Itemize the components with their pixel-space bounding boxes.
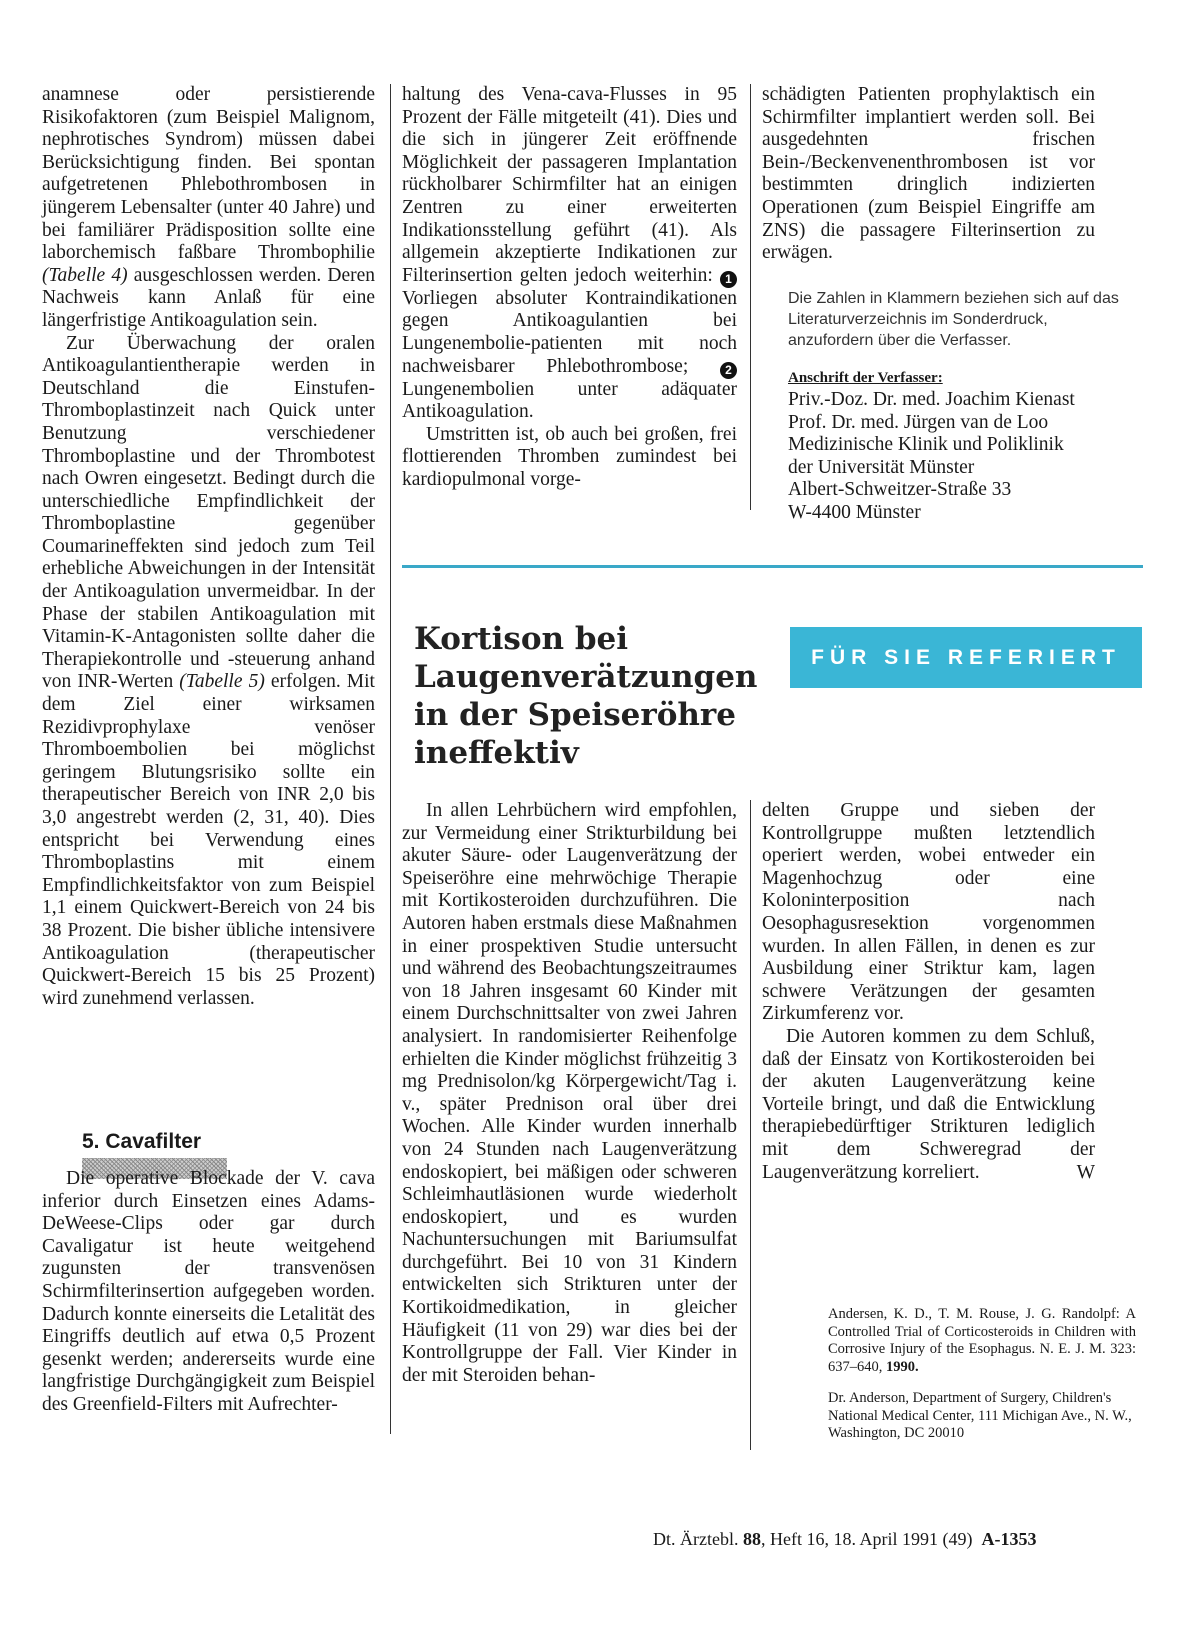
article-reference: Andersen, K. D., T. M. Rouse, J. G. Randolpf: A Controlled Trial of Corticosteroids in Children with Corrosive Injury of the Esophagus. N. E. J. M. 323: 637–640, 1990. <box>828 1306 1136 1375</box>
number-2-icon: 2 <box>720 362 737 379</box>
banner-label: FÜR SIE REFERIERT <box>811 645 1121 669</box>
address-line: Priv.-Doz. Dr. med. Joachim Kienast <box>788 389 1075 410</box>
paragraph: anamnese oder persistierende Risikofaktoren (zum Beispiel Malignom, nephrotisches Syndrom) müssen dabei Berücksichtigung finden. Bei spontan aufgetretenen Phlebothrombosen in jüngerem Lebensalter (unter 40 Jahre) und bei familiärer Prädisposition sollte eine laborchemisch faßbare Thrombophilie (Tabelle 4) ausgeschlossen werden. Deren Nachweis kann Anlaß für eine längerfristige Antikoagulation sein. <box>42 84 375 331</box>
address-line: W-4400 Münster <box>788 501 921 523</box>
author-address <box>788 389 1138 525</box>
paragraph: Die Autoren kommen zu dem Schluß, daß der Einsatz von Kortikosteroiden bei der akuten Laugenverätzung keine Vorteile bringt, und daß die Entwicklung therapiebedürftiger Strikturen lediglich mit dem Schweregrad der Laugenverätzung korreliert. W <box>762 1025 1095 1183</box>
signature: W <box>1076 1161 1095 1183</box>
column-divider <box>390 84 391 1434</box>
page-number: A-1353 <box>981 1529 1037 1549</box>
column-1 <box>42 84 375 1010</box>
column-1-continued <box>42 1168 375 1417</box>
literature-note: Die Zahlen in Klammern beziehen sich auf das Literaturverzeichnis im Sonderdruck, anzufordern über die Verfasser. <box>788 290 1119 349</box>
column-divider <box>750 84 751 510</box>
paragraph: Die operative Blockade der V. cava inferior durch Einsetzen eines Adams-DeWeese-Clips oder gar durch Cavaligatur ist heute weitgehend zugunsten der transvenösen Schirmfilterinsertion aufgegeben worden. Dadurch konnte einerseits die Letalität des Eingriffs deutlich auf etwa 0,5 Prozent gesenkt werden; andererseits wurde eine langfristige Durchgängigkeit zum Beispiel des Greenfield-Filters mit Aufrechter- <box>42 1168 376 1415</box>
address-line: Albert-Schweitzer-Straße 33 <box>788 479 1012 501</box>
paragraph: delten Gruppe und sieben der Kontrollgruppe mußten letztendlich operiert werden, wobei entweder ein Magenhochzug oder eine Koloninterposition nach Oesophagusresektion vorgenommen wurden. In allen Fällen, in denen es zur Ausbildung einer Striktur kam, lagen schwere Verätzungen der gesamten Zirkumferenz vor. <box>762 800 1095 1025</box>
author-contact: Dr. Anderson, Department of Surgery, Children's National Medical Center, 111 Michigan Ave., N. W., Washington, DC 20010 <box>828 1390 1132 1441</box>
article-column-right <box>762 800 1095 1184</box>
article-headline: Kortison bei Laugenverätzungen in der Speiseröhre ineffektiv <box>414 621 758 771</box>
article-separator <box>402 565 1143 568</box>
address-label: Anschrift der Verfasser: <box>788 370 943 386</box>
paragraph: Zur Überwachung der oralen Antikoagulantientherapie werden in Deutschland die Einstufen-Thromboplastinzeit nach Quick unter Benutzung verschiedener Thromboplastine und der Thrombotest nach Owren eingesetzt. Bedingt durch die unterschiedliche Empfindlichkeit der Thromboplastine gegenüber Coumarineffekten sind jedoch zum Teil erhebliche Abweichungen in der Intensität der Antikoagulation unvermeidbar. In der Phase der stabilen Antikoagulation mit Vitamin-K-Antagonisten sollte daher die Therapiekontrolle und -steuerung anhand von INR-Werten (Tabelle 5) erfolgen. Mit dem Ziel einer wirksamen Rezidivprophylaxe venöser Thromboembolien bei möglichst geringem Blutungsrisiko sollte ein therapeutischer Bereich von INR 2,0 bis 3,0 angestrebt werden (2, 31, 40). Dies entspricht bei Verwendung eines Thromboplastins mit einem Empfindlichkeitsfaktor von zum Beispiel 1,1 einem Quickwert-Bereich von 24 bis 38 Prozent. Die bisher übliche intensivere Antikoagulation (therapeutischer Quickwert-Bereich 15 bis 25 Prozent) wird zunehmend verlassen. <box>42 332 375 1009</box>
page-footer: Dt. Ärztebl. 88, Heft 16, 18. April 1991 (49) A-1353 <box>653 1529 1037 1549</box>
paragraph: Umstritten ist, ob auch bei großen, frei flottierenden Thromben zumindest bei kardiopulmonal vorge- <box>402 423 737 490</box>
paragraph: haltung des Vena-cava-Flusses in 95 Prozent der Fälle mitgeteilt (41). Dies und die sich in jüngerer Zeit eröffnende Möglichkeit der passageren Implantation rückholbarer Schirmfilter hat an einigen Zentren zu einer erweiterten Indikationsstellung geführt (41). Als allgemein akzeptierte Indikationen zur Filterinsertion gelten jedoch weiterhin: 1 Vorliegen absoluter Kontraindikationen gegen Antikoagulantien bei Lungenembolie-patienten mit noch nachweisbarer Phlebothrombose; 2 Lungenembolien unter adäquater Antikoagulation. <box>402 84 737 423</box>
section-heading: 5. Cavafilter <box>82 1130 202 1153</box>
column-3 <box>762 84 1095 265</box>
column-2 <box>402 84 737 492</box>
address-line: Medizinische Klinik und Poliklinik <box>788 434 1064 456</box>
column-divider <box>750 800 751 1450</box>
number-1-icon: 1 <box>720 271 737 288</box>
article-column-left <box>402 800 737 1387</box>
paragraph: schädigten Patienten prophylaktisch ein Schirmfilter implantiert werden soll. Bei ausgedehnten frischen Bein-/Beckenvenenthrombosen ist vor bestimmten dringlich indizierten Operationen (zum Beispiel Eingriffe am ZNS) die passagere Filterinsertion zu erwägen. <box>762 84 1095 264</box>
address-line: Prof. Dr. med. Jürgen van de Loo <box>788 411 1049 433</box>
paragraph: In allen Lehrbüchern wird empfohlen, zur Vermeidung einer Strikturbildung bei akuter Säure- oder Laugenverätzung der Speiseröhre eine mehrwöchige Therapie mit Kortikosteroiden durchzuführen. Die Autoren haben erstmals diese Maßnahmen in einer prospektiven Studie untersucht und während des Beobachtungszeitraumes von 18 Jahren insgesamt 60 Kinder mit einem Durchschnittsalter von zwei Jahren analysiert. In randomisierter Reihenfolge erhielten die Kinder möglichst frühzeitig 3 mg Prednisolon/kg Körpergewicht/Tag i. v., später Prednison oral über drei Wochen. Alle Kinder wurden innerhalb von 24 Stunden nach Laugenverätzung endoskopiert, bei mäßigen oder schweren Schleimhautläsionen wurde wiederholt endoskopiert, und es wurden Nachuntersuchungen mit Bariumsulfat durchgeführt. Bei 10 von 31 Kindern entwickelten sich Strikturen unter der Kortikoidmedikation, in gleicher Häufigkeit (11 von 29) war dies bei der Kontrollgruppe der Fall. Vier Kinder in der mit Steroiden behan- <box>402 800 737 1386</box>
section-banner <box>790 627 1142 688</box>
address-line: der Universität Münster <box>788 456 975 478</box>
